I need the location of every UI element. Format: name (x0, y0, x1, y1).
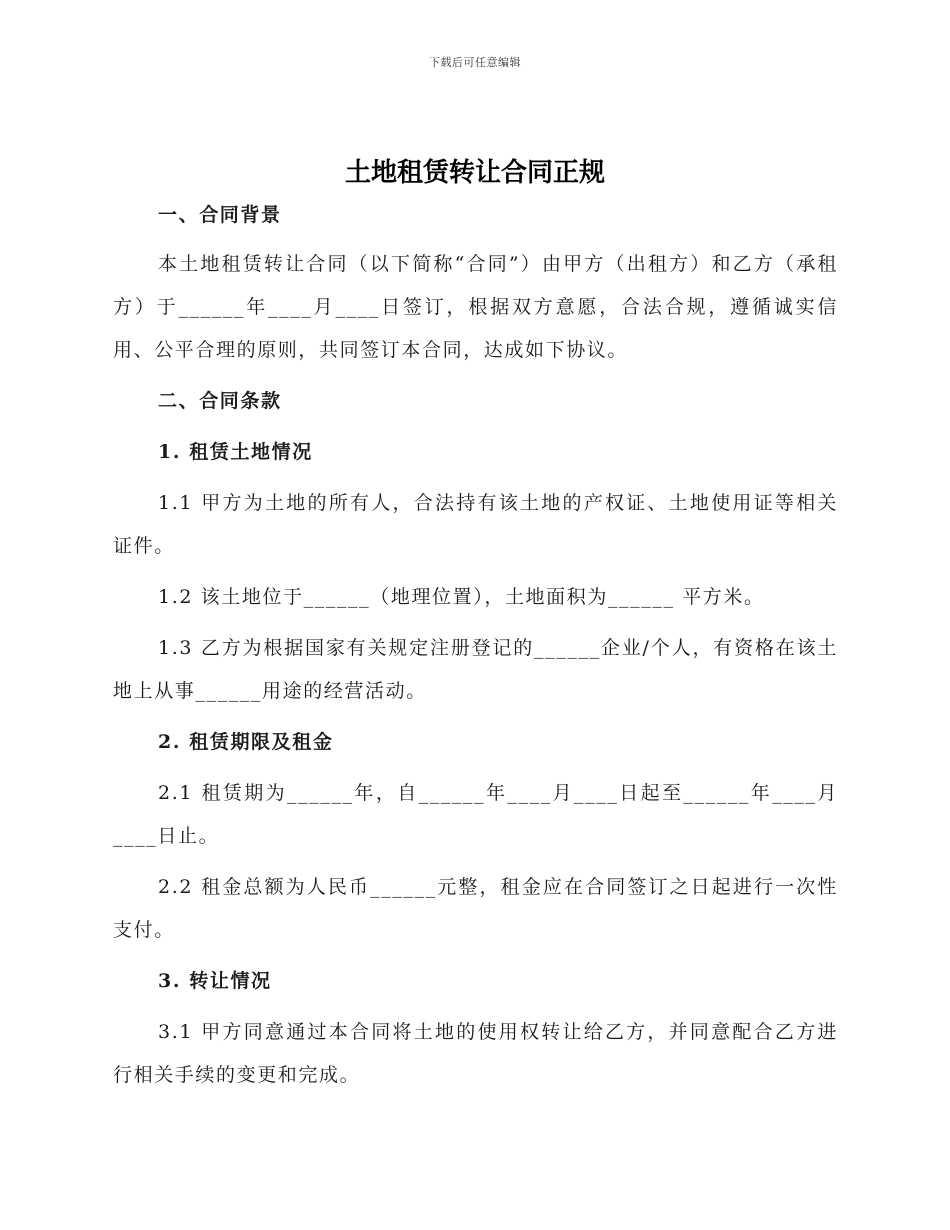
clause-1-3: 1.3 乙方为根据国家有关规定注册登记的______企业/个人，有资格在该土地上从事______用途的经营活动。 (113, 637, 838, 702)
clause-heading-term-rent: 2. 租赁期限及租金 (158, 731, 334, 753)
header-note: 下载后可任意编辑 (429, 56, 521, 69)
document-title: 土地租赁转让合同正规 (344, 158, 605, 188)
clause-2-1: 2.1 租赁期为______年，自______年____月____日起至______年____月____日止。 (113, 782, 838, 847)
section-heading-background: 一、合同背景 (158, 204, 282, 226)
clause-heading-land: 1. 租赁土地情况 (158, 441, 313, 463)
clause-1-2: 1.2 该土地位于______（地理位置），土地面积为______ 平方米。 (158, 586, 765, 608)
clause-2-2: 2.2 租金总额为人民币______元整，租金应在合同签订之日起进行一次性支付。 (113, 876, 838, 941)
document-body (113, 194, 838, 1105)
section-heading-terms: 二、合同条款 (158, 390, 282, 412)
clause-1-1: 1.1 甲方为土地的所有人，合法持有该土地的产权证、土地使用证等相关证件。 (113, 492, 838, 557)
clause-3-1: 3.1 甲方同意通过本合同将土地的使用权转让给乙方，并同意配合乙方进行相关手续的变更和完成。 (113, 1021, 838, 1086)
clause-heading-transfer: 3. 转让情况 (158, 970, 272, 992)
paragraph-background: 本土地租赁转让合同（以下简称“合同”）由甲方（出租方）和乙方（承租方）于______年____月____日签订，根据双方意愿，合法合规，遵循诚实信用、公平合理的原则，共同签订本合同，达成如下协议。 (113, 253, 838, 361)
